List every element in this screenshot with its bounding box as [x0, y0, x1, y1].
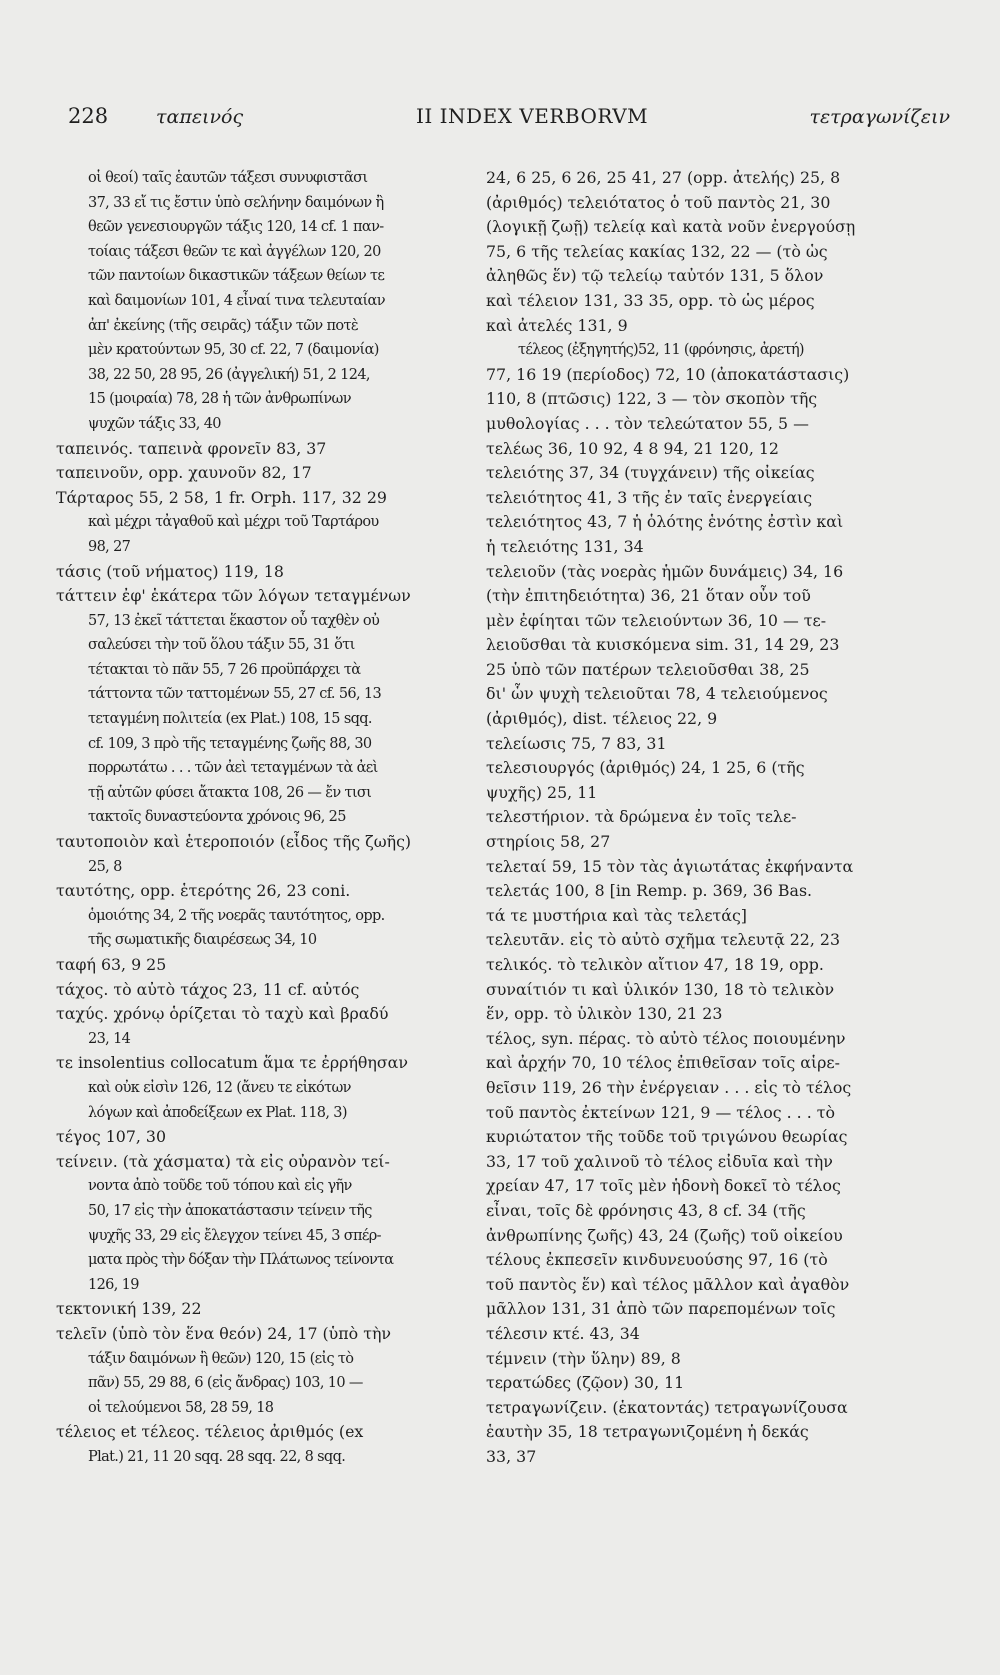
left-column: [56, 166, 448, 1469]
index-line: τελειοῦν (τὰς νοερὰς ἡμῶν δυνάμεις) 34, 16: [486, 561, 844, 581]
index-line: τετραγωνίζειν. (ἑκατοντάς) τετραγωνίζουσα: [486, 1397, 848, 1417]
index-line: λειοῦσθαι τὰ κυισκόμενα sim. 31, 14 29, 23: [486, 635, 840, 655]
index-line: τέμνειν (τὴν ὕλην) 89, 8: [486, 1348, 681, 1368]
index-line: μὲν ἐφίηται τῶν τελειούντων 36, 10 — τε-: [486, 610, 827, 630]
index-line: 25 ὑπὸ τῶν πατέρων τελειοῦσθαι 38, 25: [486, 659, 810, 679]
index-line: 126, 19: [88, 1276, 139, 1293]
index-line: καὶ ἀρχήν 70, 10 τέλος ἐπιθεῖσαν τοῖς αἱρε-: [486, 1053, 840, 1073]
index-line: τέλους ἐκπεσεῖν κινδυνευούσης 97, 16 (τὸ: [486, 1250, 828, 1270]
index-line: (τὴν ἐπιτηδειότητα) 36, 21 ὅταν οὖν τοῦ: [486, 586, 811, 606]
index-line: ταχύς. χρόνῳ ὁρίζεται τὸ ταχὺ καὶ βραδύ: [56, 1004, 389, 1024]
index-line: 33, 17 τοῦ χαλινοῦ τὸ τέλος εἰδυῖα καὶ τὴν: [486, 1151, 833, 1171]
header-title: II INDEX VERBORVM: [416, 104, 649, 128]
index-line: τελειότης 37, 34 (τυγχάνειν) τῆς οἰκείας: [486, 463, 815, 483]
index-line: καὶ οὐκ εἰσὶν 126, 12 (ἄνευ τε εἰκότων: [88, 1079, 351, 1096]
index-line: ψυχῆς) 25, 11: [486, 782, 598, 802]
index-line: τῆς σωματικῆς διαιρέσεως 34, 10: [88, 932, 317, 949]
index-line: cf. 109, 3 πρὸ τῆς τεταγμένης ζωῆς 88, 30: [88, 735, 372, 752]
index-line: 75, 6 τῆς τελείας κακίας 132, 22 — (τὸ ὡς: [486, 241, 828, 261]
index-line: τάττοντα τῶν ταττομένων 55, 27 cf. 56, 13: [88, 686, 382, 703]
page-number: 228: [68, 104, 109, 128]
index-line: τέγος 107, 30: [56, 1127, 167, 1147]
index-line: δι' ὧν ψυχὴ τελειοῦται 78, 4 τελειούμενος: [486, 684, 828, 704]
index-line: τοῦ παντὸς ἐκτείνων 121, 9 — τέλος . . . τὸ: [486, 1102, 835, 1122]
index-line: καὶ δαιμονίων 101, 4 εἶναί τινα τελευταίαν: [88, 292, 385, 309]
index-line: τέλεος (ἐξηγητής)52, 11 (φρόνησις, ἀρετή): [518, 342, 804, 359]
index-line: εἶναι, τοῖς δὲ φρόνησις 43, 8 cf. 34 (τῆς: [486, 1200, 806, 1220]
index-line: μᾶλλον 131, 31 ἀπὸ τῶν παρεπομένων τοῖς: [486, 1299, 836, 1319]
index-line: ἕν, opp. τὸ ὑλικὸν 130, 21 23: [486, 1004, 723, 1024]
index-line: τελέως 36, 10 92, 4 8 94, 21 120, 12: [486, 438, 779, 458]
index-line: τελειότητος 41, 3 τῆς ἐν ταῖς ἐνεργείαις: [486, 487, 813, 507]
index-line: τέτακται τὸ πᾶν 55, 7 26 προϋπάρχει τὰ: [88, 661, 361, 678]
index-line: 98, 27: [88, 538, 131, 555]
index-line: τελετάς 100, 8 [in Remp. p. 369, 36 Bas.: [486, 881, 813, 901]
index-line: μυθολογίας . . . τὸν τελεώτατον 55, 5 —: [486, 413, 809, 433]
index-line: ταυτοποιὸν καὶ ἑτεροποιόν (εἶδος τῆς ζωῆς): [56, 832, 412, 852]
index-line: 24, 6 25, 6 26, 25 41, 27 (opp. ἀτελής) 25, 8: [486, 168, 841, 187]
index-line: (ἀριθμός) τελειότατος ὁ τοῦ παντὸς 21, 30: [486, 192, 831, 212]
index-line: κυριώτατον τῆς τοῦδε τοῦ τριγώνου θεωρίας: [486, 1127, 848, 1147]
header-right-catchword: τετραγωνίζειν: [809, 106, 950, 128]
index-line: (λογικῇ ζωῇ) τελείᾳ καὶ κατὰ νοῦν ἐνεργούσῃ: [486, 217, 856, 237]
index-line: ψυχῶν τάξις 33, 40: [88, 415, 221, 432]
index-line: πᾶν) 55, 29 88, 6 (εἰς ἄνδρας) 103, 10 —: [88, 1375, 363, 1392]
index-line: τελεῖν (ὑπὸ τὸν ἕνα θεόν) 24, 17 (ὑπὸ τὴν: [56, 1323, 392, 1343]
index-line: ταπεινός. ταπεινὰ φρονεῖν 83, 37: [56, 438, 327, 458]
index-line: τε insolentius collocatum ἅμα τε ἐρρήθησαν: [56, 1053, 408, 1073]
index-line: ματα πρὸς τὴν δόξαν τὴν Πλάτωνος τείνοντα: [88, 1252, 394, 1269]
index-line: τάσις (τοῦ νήματος) 119, 18: [56, 561, 284, 581]
index-line: (ἀριθμός), dist. τέλειος 22, 9: [486, 709, 718, 729]
index-line: 77, 16 19 (περίοδος) 72, 10 (ἀποκατάστασις): [486, 364, 850, 384]
index-line: τάττειν ἐφ' ἑκάτερα τῶν λόγων τεταγμένων: [56, 586, 411, 606]
index-line: τεταγμένη πολιτεία (ex Plat.) 108, 15 sqq.: [88, 711, 372, 728]
index-line: ὁμοιότης 34, 2 τῆς νοερᾶς ταυτότητος, opp.: [88, 907, 385, 924]
index-line: θεῶν γενεσιουργῶν τάξις 120, 14 cf. 1 παν-: [88, 219, 384, 236]
index-line: 33, 37: [486, 1446, 537, 1466]
index-line: τελείωσις 75, 7 83, 31: [486, 733, 667, 753]
index-line: σαλεύσει τὴν τοῦ ὅλου τάξιν 55, 31 ὅτι: [88, 637, 355, 654]
index-line: ταπεινοῦν, opp. χαυνοῦν 82, 17: [56, 463, 312, 483]
running-header: [68, 104, 950, 138]
index-line: νοντα ἀπὸ τοῦδε τοῦ τόπου καὶ εἰς γῆν: [88, 1178, 352, 1195]
index-line: τοίαις τάξεσι θεῶν τε καὶ ἀγγέλων 120, 20: [88, 243, 381, 260]
index-line: ταφή 63, 9 25: [56, 955, 167, 974]
index-line: τελικός. τὸ τελικὸν αἴτιον 47, 18 19, opp.: [486, 955, 824, 974]
index-line: τεκτονική 139, 22: [56, 1299, 202, 1319]
index-line: στηρίοις 58, 27: [486, 832, 611, 852]
index-line: 110, 8 (πτῶσις) 122, 3 — τὸν σκοπὸν τῆς: [486, 389, 818, 409]
index-line: 25, 8: [88, 858, 122, 875]
index-line: ψυχῆς 33, 29 εἰς ἔλεγχον τείνει 45, 3 σπέρ-: [88, 1227, 381, 1244]
index-line: τέλεσιν κτέ. 43, 34: [486, 1323, 640, 1343]
index-line: 38, 22 50, 28 95, 26 (ἀγγελική) 51, 2 124,: [88, 366, 370, 383]
index-line: μὲν κρατούντων 95, 30 cf. 22, 7 (δαιμονία): [88, 342, 379, 359]
index-line: 15 (μοιραία) 78, 28 ἡ τῶν ἀνθρωπίνων: [88, 391, 351, 408]
index-line: τείνειν. (τὰ χάσματα) τὰ εἰς οὐρανὸν τεί-: [56, 1151, 390, 1171]
index-line: ἀπ' ἐκείνης (τῆς σειρᾶς) τάξιν τῶν ποτὲ: [88, 317, 358, 334]
index-line: τάχος. τὸ αὐτὸ τάχος 23, 11 cf. αὐτός: [56, 979, 360, 999]
index-line: ταυτότης, opp. ἑτερότης 26, 23 coni.: [56, 881, 351, 901]
index-line: τέλος, syn. πέρας. τὸ αὐτὸ τέλος ποιουμένην: [486, 1028, 846, 1048]
index-line: πορρωτάτω . . . τῶν ἀεὶ τεταγμένων τὰ ἀεὶ: [88, 760, 378, 777]
index-line: καὶ τέλειον 131, 33 35, opp. τὸ ὡς μέρος: [486, 290, 815, 310]
index-line: τελεστήριον. τὰ δρώμενα ἐν τοῖς τελε-: [486, 807, 797, 827]
index-line: τάξιν δαιμόνων ἢ θεῶν) 120, 15 (εἰς τὸ: [88, 1350, 354, 1367]
index-line: τελειότητος 43, 7 ἡ ὁλότης ἑνότης ἐστὶν καὶ: [486, 512, 844, 532]
index-line: τοῦ παντὸς ἕν) καὶ τέλος μᾶλλον καὶ ἀγαθὸν: [486, 1274, 850, 1294]
index-line: οἱ θεοί) ταῖς ἑαυτῶν τάξεσι συνυφιστᾶσι: [88, 170, 368, 186]
index-line: θεῖσιν 119, 26 τὴν ἐνέργειαν . . . εἰς τὸ τέλος: [486, 1077, 852, 1097]
index-line: τέλειος et τέλεος. τέλειος ἀριθμός (ex: [56, 1422, 364, 1442]
index-line: τακτοῖς δυναστεύοντα χρόνοις 96, 25: [88, 809, 346, 826]
index-line: ἀνθρωπίνης ζωῆς) 43, 24 (ζωῆς) τοῦ οἰκείου: [486, 1225, 843, 1245]
index-line: τά τε μυστήρια καὶ τὰς τελετάς]: [486, 905, 747, 925]
index-line: ἑαυτὴν 35, 18 τετραγωνιζομένη ἡ δεκάς: [486, 1422, 809, 1442]
index-line: Τάρταρος 55, 2 58, 1 fr. Orph. 117, 32 29: [56, 487, 387, 507]
index-line: τῇ αὑτῶν φύσει ἄτακτα 108, 26 — ἔν τισι: [88, 784, 372, 801]
index-line: οἱ τελούμενοι 58, 28 59, 18: [88, 1399, 274, 1416]
index-line: τελευτᾶν. εἰς τὸ αὐτὸ σχῆμα τελευτᾷ 22, 23: [486, 930, 841, 950]
header-left-catchword: ταπεινός: [156, 106, 244, 128]
index-line: 50, 17 εἰς τὴν ἀποκατάστασιν τείνειν τῆς: [88, 1202, 372, 1219]
index-line: 37, 33 εἴ τις ἔστιν ὑπὸ σελήνην δαιμόνων ἢ: [88, 194, 384, 211]
index-line: τῶν παντοίων δικαστικῶν τάξεων θείων τε: [88, 268, 385, 285]
index-line: τερατώδες (ζῷον) 30, 11: [486, 1373, 685, 1393]
index-line: 57, 13 ἐκεῖ τάττεται ἕκαστον οὗ ταχθὲν οὐ: [88, 612, 380, 629]
index-line: τελεσιουργός (ἀριθμός) 24, 1 25, 6 (τῆς: [486, 758, 805, 778]
index-line: καὶ μέχρι τἀγαθοῦ καὶ μέχρι τοῦ Ταρτάρου: [88, 514, 379, 531]
index-line: συναίτιόν τι καὶ ὑλικόν 130, 18 τὸ τελικὸν: [486, 979, 835, 999]
index-line: ἡ τελειότης 131, 34: [486, 536, 644, 556]
index-line: Plat.) 21, 11 20 sqq. 28 sqq. 22, 8 sqq.: [88, 1448, 346, 1465]
index-line: 23, 14: [88, 1030, 131, 1047]
index-line: λόγων καὶ ἀποδείξεων ex Plat. 118, 3): [88, 1104, 347, 1121]
index-line: ἀληθῶς ἕν) τῷ τελείῳ ταὐτόν 131, 5 ὅλον: [486, 266, 824, 286]
right-column: [486, 166, 866, 1469]
index-line: χρείαν 47, 17 τοῖς μὲν ἡδονὴ δοκεῖ τὸ τέλος: [486, 1176, 841, 1196]
index-line: καὶ ἀτελές 131, 9: [486, 315, 628, 335]
index-line: τελεταί 59, 15 τὸν τὰς ἁγιωτάτας ἐκφήναντα: [486, 856, 854, 876]
